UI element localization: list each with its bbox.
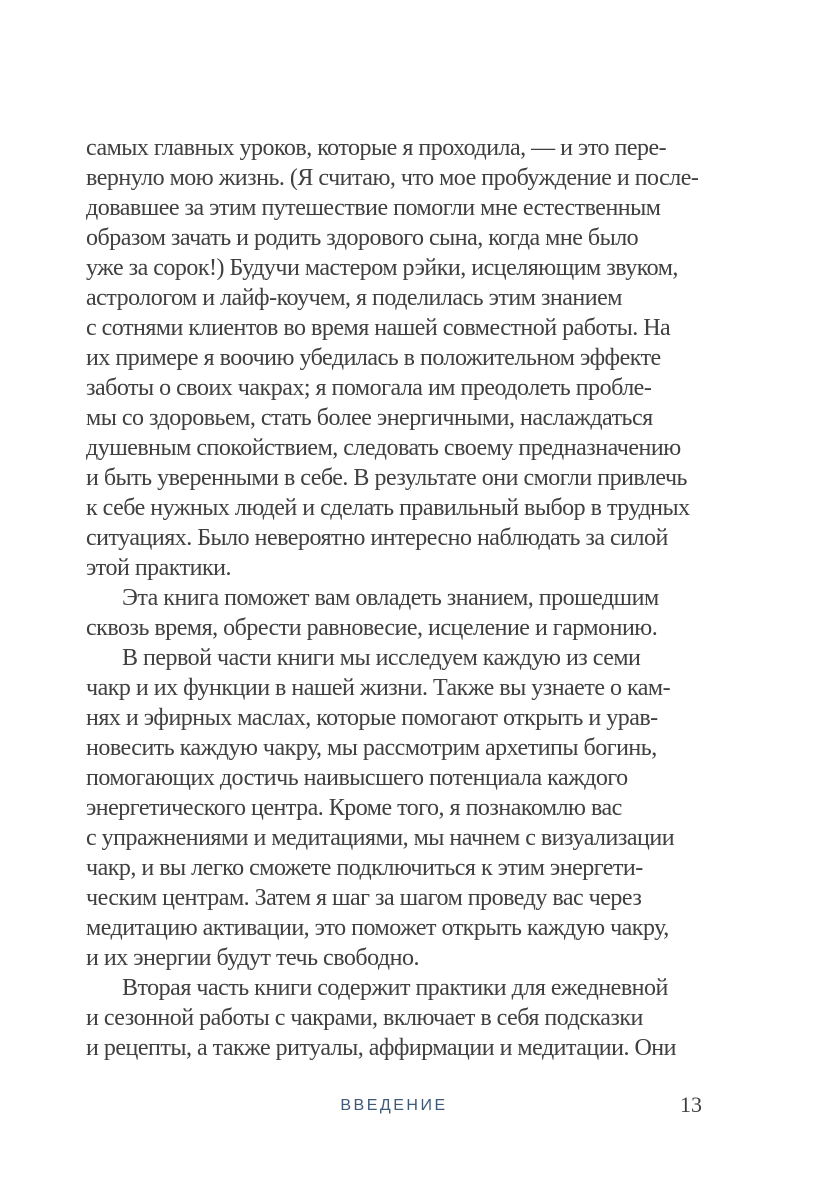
text-line: довавшее за этим путешествие помогли мне естественным [86, 195, 661, 221]
text-line: и сезонной работы с чакрами, включает в себя подсказки [86, 1005, 643, 1031]
page-footer [86, 1092, 702, 1120]
text-line: вернуло мою жизнь. (Я считаю, что мое пробуждение и после- [86, 165, 699, 191]
text-line: и быть уверенными в себе. В результате они смогли привлечь [86, 465, 687, 491]
paragraph [86, 973, 702, 1063]
text-line: энергетического центра. Кроме того, я познакомлю вас [86, 795, 622, 821]
text-line: их примере я воочию убедилась в положительном эффекте [86, 345, 661, 371]
page-number: 13 [680, 1092, 702, 1117]
body-text [86, 133, 702, 1063]
text-line: самых главных уроков, которые я проходила, — и это пере- [86, 135, 667, 161]
text-line: помогающих достичь наивысшего потенциала каждого [86, 765, 628, 791]
text-line: этой практики. [86, 555, 231, 581]
text-line: чакр и их функции в нашей жизни. Также вы узнаете о кам- [86, 675, 671, 701]
text-line: душевным спокойствием, следовать своему предназначению [86, 435, 681, 461]
text-line: с сотнями клиентов во время нашей совместной работы. На [86, 315, 671, 341]
text-line: образом зачать и родить здорового сына, когда мне было [86, 225, 639, 251]
text-line: с упражнениями и медитациями, мы начнем с визуализации [86, 825, 675, 851]
text-line: Эта книга поможет вам овладеть знанием, прошедшим [122, 585, 659, 611]
text-line: и их энергии будут течь свободно. [86, 945, 419, 971]
text-line: новесить каждую чакру, мы рассмотрим архетипы богинь, [86, 735, 657, 761]
running-head: ВВЕДЕНИЕ [340, 1097, 448, 1114]
text-line: сквозь время, обрести равновесие, исцеление и гармонию. [86, 615, 658, 641]
text-line: В первой части книги мы исследуем каждую из семи [122, 645, 641, 671]
text-line: ситуациях. Было невероятно интересно наблюдать за силой [86, 525, 668, 551]
text-line: нях и эфирных маслах, которые помогают открыть и урав- [86, 705, 658, 731]
text-line: заботы о своих чакрах; я помогала им преодолеть пробле- [86, 375, 652, 401]
text-line: уже за сорок!) Будучи мастером рэйки, исцеляющим звуком, [86, 255, 678, 281]
paragraph [86, 583, 702, 643]
text-line: к себе нужных людей и сделать правильный выбор в трудных [86, 495, 690, 521]
text-line: Вторая часть книги содержит практики для ежедневной [122, 975, 668, 1001]
text-line: и рецепты, а также ритуалы, аффирмации и медитации. Они [86, 1035, 676, 1061]
text-line: медитацию активации, это поможет открыть каждую чакру, [86, 915, 669, 941]
text-line: ческим центрам. Затем я шаг за шагом проведу вас через [86, 885, 642, 911]
paragraph [86, 133, 702, 583]
text-line: астрологом и лайф-коучем, я поделилась этим знанием [86, 285, 622, 311]
text-line: мы со здоровьем, стать более энергичными, наслаждаться [86, 405, 653, 431]
text-line: чакр, и вы легко сможете подключиться к этим энергети- [86, 855, 643, 881]
paragraph [86, 643, 702, 973]
